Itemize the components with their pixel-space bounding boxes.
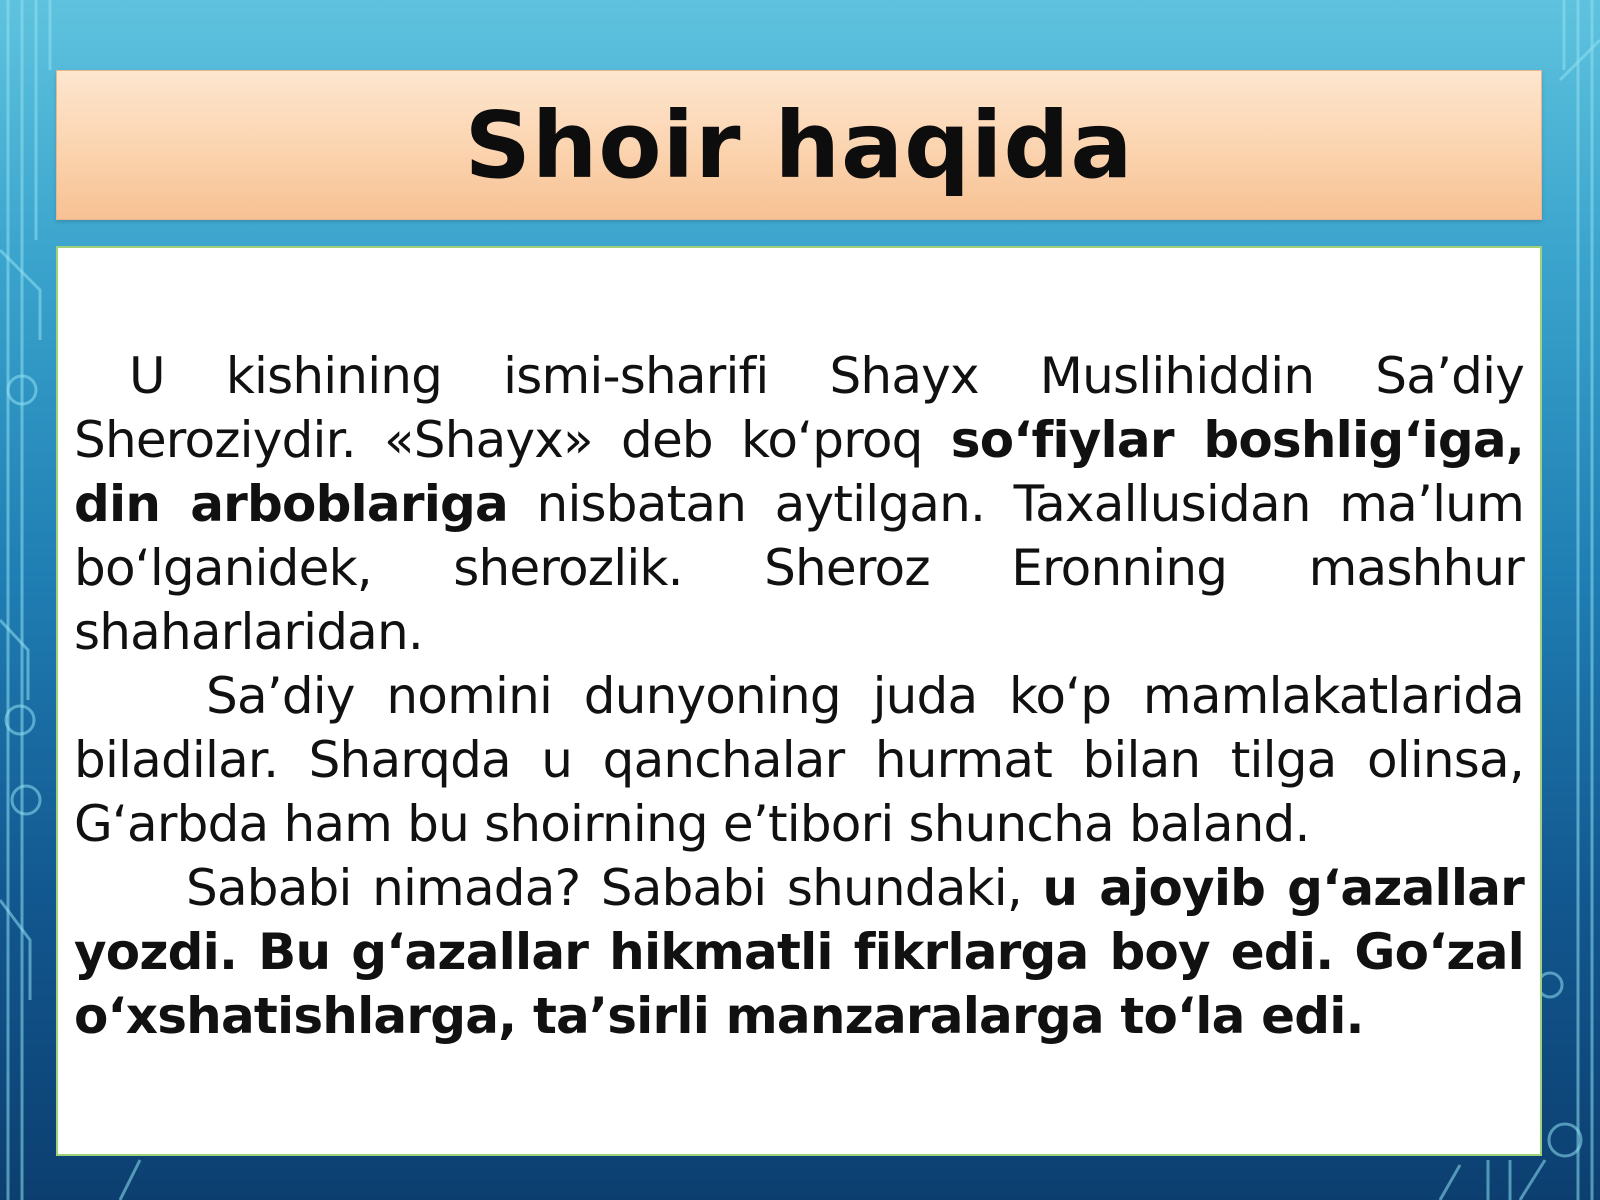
slide-title: Shoir haqida [464,91,1134,199]
paragraph-3-text-1: Sababi nimada? Sababi shundaki, [186,859,1043,917]
paragraph-2-text-1: Sa’diy nomini dunyoning juda koʻp mamlakatlarida biladilar. Sharqda u qanchalar hurmat bilan tilga olinsa, Gʻarbda ham bu shoirning e’tibori shuncha baland. [74,667,1524,853]
paragraph-1 [74,344,1524,664]
paragraph-3 [74,856,1524,1048]
paragraph-1-text-2: nisbatan aytilgan. Taxallusidan ma’lum boʻlganidek, sherozlik. Sheroz Eronning mashhur shaharlaridan. [74,475,1524,661]
title-bar [56,70,1542,220]
paragraph-2 [74,664,1524,856]
paragraph-1-text-1: U kishining ismi-sharifi Shayx Muslihiddin Sa’diy Sheroziydir. «Shayx» deb koʻproq [74,347,1524,469]
content-box [56,246,1542,1156]
paragraph-1-bold-1: soʻfiylar boshligʻiga, din arboblariga [74,411,1524,533]
paragraph-3-bold-1: u ajoyib gʻazallar yozdi. Bu gʻazallar hikmatli fikrlarga boy edi. Goʻzal oʻxshatishlarga, ta’sirli manzaralarga toʻla edi. [74,859,1524,1045]
